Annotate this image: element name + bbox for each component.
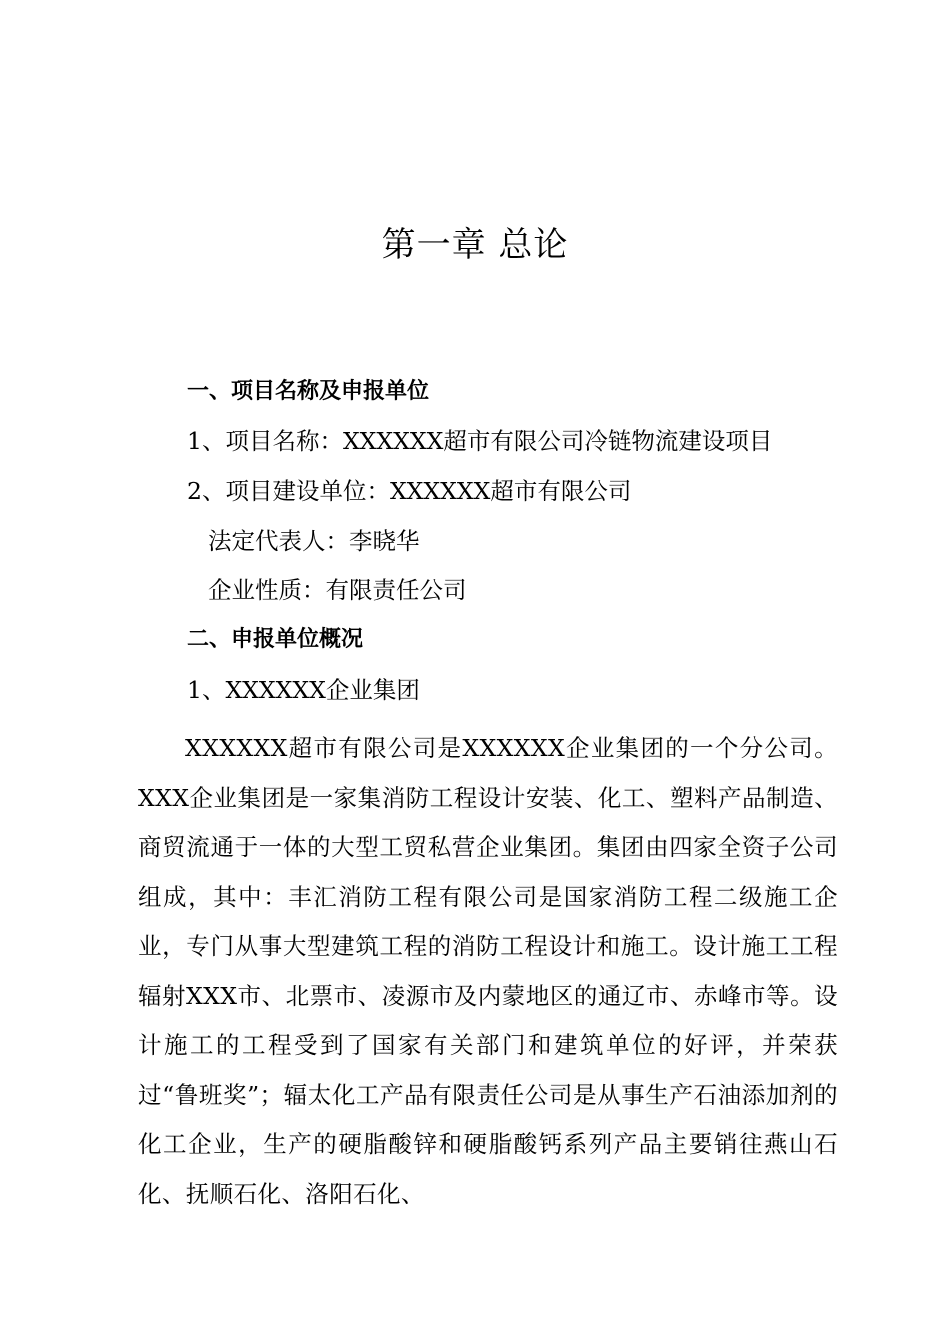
chapter-title: 第一章 总论 [381,225,569,265]
project-name-line: 1、项目名称：XXXXXX超市有限公司冷链物流建设项目 [187,427,773,455]
construction-unit-line: 2、项目建设单位：XXXXXX超市有限公司 [187,477,632,505]
enterprise-nature-line: 企业性质：有限责任公司 [208,576,467,604]
legal-representative-line: 法定代表人：李晓华 [208,527,420,555]
group-description-paragraph: XXXXXX超市有限公司是XXXXXX企业集团的一个分公司。XXX企业集团是一家集消防工程设计安装、化工、塑料产品制造、商贸流通于一体的大型工贸私营企业集团。集团由四家全资子公司组成，其中：丰汇消防工程有限公司是国家消防工程二级施工企业，专门从事大型建筑工程的消防工程设计和施工。设计施工工程辐射XXX市、北票市、凌源市及内蒙地区的通辽市、赤峰市等。设计施工的工程受到了国家有关部门和建筑单位的好评，并荣获过“鲁班奖”；辐太化工产品有限责任公司是从事生产石油添加剂的化工企业，生产的硬脂酸锌和硬脂酸钙系列产品主要销往燕山石化、抚顺石化、洛阳石化、 [138,734,838,1208]
group-subheading: 1、XXXXXX企业集团 [187,676,420,704]
section-heading-project-name: 一、项目名称及申报单位 [187,379,430,404]
section-heading-applicant-overview: 二、申报单位概况 [187,627,364,652]
